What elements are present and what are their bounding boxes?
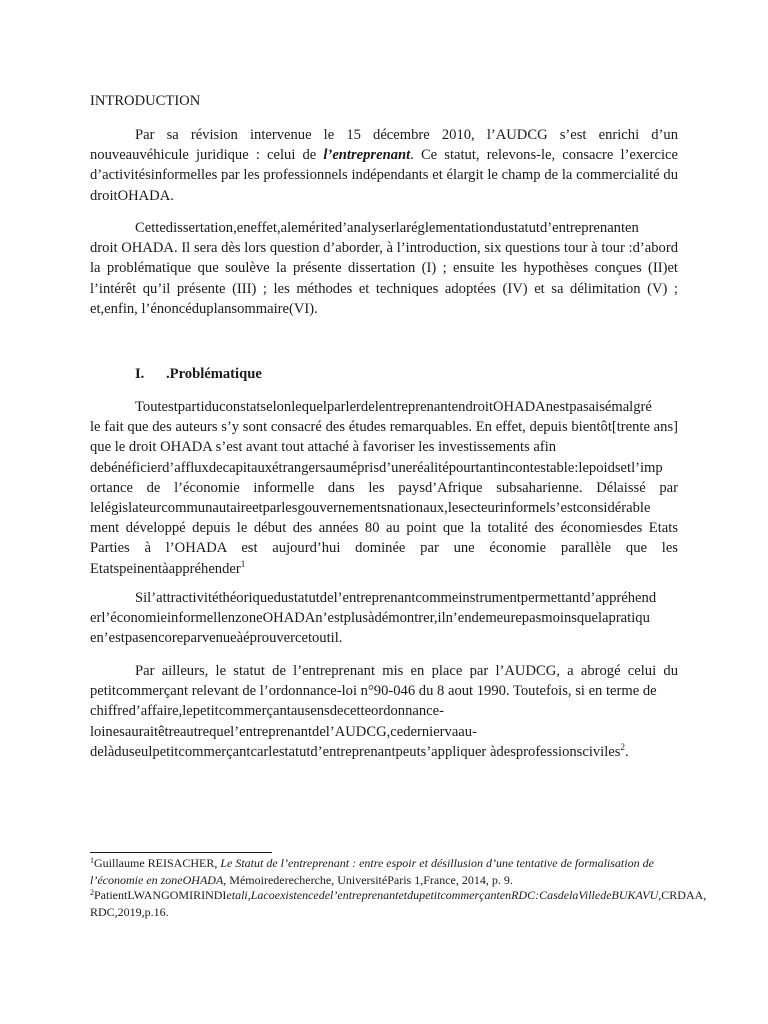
paragraph-line: en’estpasencoreparvenueàéprouvercetoutil.	[90, 630, 343, 647]
paragraph-text: droit OHADA. Il sera dès lors question d’aborder, à l’introduction, six questions tour à tour :d’abord la problématique que soulève la présente dissertation (I) ; ensuite les hypothèses conçues (II)et l’intérêt qu’il présente (III) ; les méthodes et techniques adoptées (IV) et sa délimitation (V) ; et,enfin, l’énoncéduplansommaire(VI).	[90, 240, 678, 317]
footnote-author: PatientLWANGOMIRINDI	[94, 888, 227, 902]
footnote-number: 1	[90, 856, 94, 865]
section-title: .Problématique	[166, 366, 262, 382]
footnote-ref[interactable]: 2	[620, 741, 625, 752]
paragraph-line: Sil’attractivitéthéoriquedustatutdel’entreprenantcommeinstrumentpermettantd’appréhend	[135, 590, 657, 606]
paragraph-line: Etatspeinentàappréhender	[90, 560, 241, 577]
paragraph-line: loinesauraitêtreautrequel’entreprenantdel’AUDCG,cederniervaau-	[90, 723, 477, 740]
paragraph-scope	[90, 218, 678, 319]
paragraph-line: ortance de l’économie informelle dans les paysd’Afrique subsaharienne. Délaissé par	[90, 479, 678, 496]
paragraph-line: debénéficierd’affluxdecapitauxétrangersauméprisd’uneréalitépourtantincontestable:lepoidsetl’imp	[90, 459, 663, 476]
paragraph-text: Par sa révision intervenue le 15 décembre 2010, l’AUDCG s’est enrichi d’un nouveauvéhicule juridique : celui de	[90, 127, 678, 164]
footnote-author: Guillaume REISACHER,	[94, 856, 221, 870]
section-number: I.	[135, 366, 145, 382]
footnote-text: ,CRDAA, RDC,2019,p.16.	[90, 888, 707, 919]
paragraph-line: chiffred’affaire,lepetitcommerçantausensdecetteordonnance-	[90, 703, 444, 720]
section-heading	[135, 364, 262, 384]
footnote-2	[90, 887, 707, 921]
paragraph-line: Cettedissertation,eneffet,alemérited’analyserlaréglementationdustatutd’entreprenanten	[135, 220, 639, 236]
paragraph-line: Parties à l’OHADA est aujourd’hui dominée par une économie parallèle que les	[90, 540, 678, 557]
paragraph-petit-commercant	[90, 661, 678, 762]
paragraph-line: ToutestpartiduconstatselonlequelparlerdelentreprenantendroitOHADAnestpasaisémalgré	[135, 399, 652, 415]
paragraph-text: le fait que des auteurs s’y sont consacré des études remarquables. En effet, depuis bientôt[trente ans] que le droit OHADA s’est avant tout attaché à favoriser les investissements afin	[90, 419, 678, 456]
paragraph-attractiveness	[90, 588, 678, 649]
paragraph-problem	[90, 397, 678, 579]
paragraph-text: .	[624, 743, 629, 760]
footnote-separator	[90, 852, 272, 853]
paragraph-line: delàduseulpetitcommerçantcarlestatutd’entreprenantpeuts’appliquer àdesprofessionsciviles	[90, 743, 621, 760]
paragraph-text: . Ce statut, relevons-le, consacre l’exercice d’activitésinformelles par les professionnels indépendants et élargit le champ de la commercialité du droitOHADA.	[90, 147, 678, 204]
footnote-1	[90, 855, 690, 889]
footnote-work: ,Lacoexistencedel’entreprenantetdupetitcommerçantenRDC:CasdelaVilledeBUKAVU	[247, 888, 659, 902]
footnote-text: , Mémoirederecherche, UniversitéParis 1,France, 2014, p. 9.	[223, 873, 513, 887]
paragraph-line: lelégislateurcommunautaireetparlesgouvernementsnationaux,lesecteurinformels’estconsidérable	[90, 500, 651, 517]
footnote-work: Le Statut de l’entreprenant : entre espoir et désillusion d’une tentative de formalisation de l’économie en zoneOHADA	[90, 856, 654, 887]
paragraph-text: Par ailleurs, le statut de l’entreprenant mis en place par l’AUDCG, a abrogé celui du petitcommerçant relevant de l’ordonnance-loi n°90-046 du 8 aout 1990. Toutefois, si en terme de	[90, 663, 678, 700]
emphasis-term: l’entreprenant	[323, 147, 411, 164]
paragraph-line: erl’économieinformellenzoneOHADAn’estplusàdémontrer,iln’endemeurepasmoinsquelapratiqu	[90, 610, 650, 627]
document-title: INTRODUCTION	[90, 93, 201, 109]
paragraph-intro	[90, 125, 678, 206]
paragraph-line: ment développé depuis le début des années 80 au point que la totalité des économiesdes Etats	[90, 520, 678, 537]
footnote-ref[interactable]: 1	[240, 558, 246, 569]
footnote-number: 2	[90, 888, 94, 897]
footnote-etal: etali	[226, 888, 248, 902]
